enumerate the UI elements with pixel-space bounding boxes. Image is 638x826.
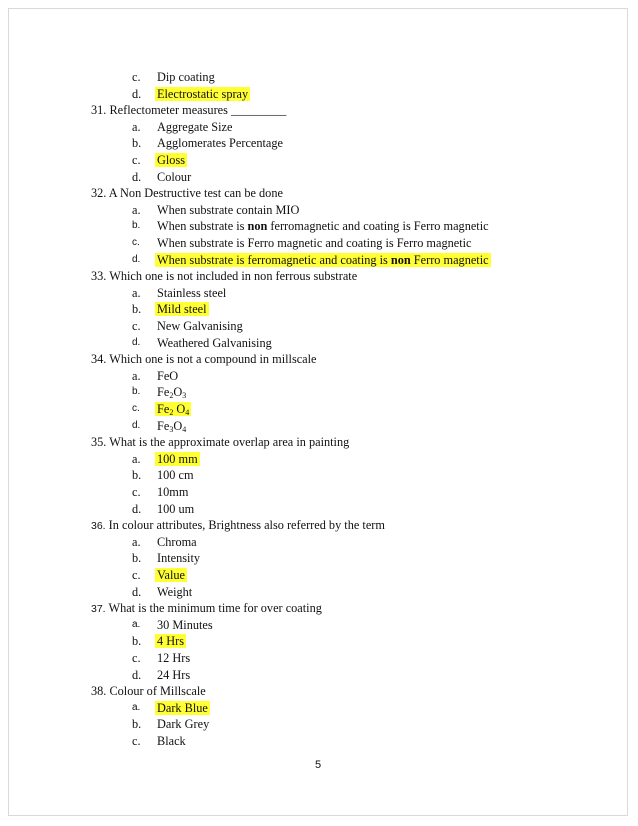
option-content [157, 468, 194, 482]
option-content [155, 302, 209, 316]
answer-option [9, 169, 627, 185]
highlighted-answer [157, 252, 491, 268]
option-text [157, 667, 190, 683]
text-run: Intensity [157, 551, 201, 566]
option-letter: d. [132, 667, 142, 682]
answer-option [9, 368, 627, 384]
text-run: O [173, 418, 183, 433]
answer-option [9, 86, 627, 102]
option-content [157, 618, 213, 632]
text-run: Fe [157, 402, 170, 416]
answer-option [9, 700, 627, 716]
answer-option [9, 716, 627, 732]
page-number: 5 [314, 759, 322, 771]
text-run: ferromagnetic and coating is Ferro magnetic [267, 219, 489, 234]
option-content [155, 87, 250, 101]
answer-option [9, 301, 627, 317]
option-content [157, 120, 232, 134]
question [91, 600, 322, 616]
text-run: Fe [157, 385, 170, 400]
answer-option [9, 617, 627, 633]
question [91, 268, 357, 284]
answer-option [9, 152, 627, 168]
text-run: 100 um [157, 501, 195, 516]
option-content [155, 634, 186, 648]
option-letter: b. [132, 302, 142, 317]
option-letter: b. [132, 717, 142, 732]
text-run: Weight [157, 584, 193, 599]
option-text [157, 384, 186, 400]
bold-word: non [247, 219, 268, 234]
text-run: When substrate is Ferro magnetic and coating is Ferro magnetic [157, 236, 472, 250]
answer-option [9, 252, 627, 268]
answer-option [9, 584, 627, 600]
answer-option [9, 534, 627, 550]
option-letter: c. [132, 485, 141, 499]
option-content [155, 452, 200, 466]
option-content [157, 369, 178, 383]
answer-option [9, 218, 627, 234]
text-run: When substrate is ferromagnetic and coating is [157, 252, 391, 267]
highlighted-answer [157, 567, 187, 583]
option-letter: c. [132, 734, 141, 748]
text-run: 36. [91, 520, 106, 533]
option-letter: d. [132, 86, 142, 101]
option-letter: c. [132, 153, 141, 167]
text-run: Colour [157, 169, 192, 184]
answer-option [9, 401, 627, 417]
text-run: Aggregate Size [157, 119, 233, 134]
text-run: 30 Minutes [157, 617, 213, 632]
text-run: Black [157, 734, 186, 748]
subscript: 4 [182, 424, 187, 434]
option-content [157, 336, 272, 350]
answer-option [9, 501, 627, 517]
option-letter: d. [132, 501, 142, 516]
text-run: Ferro magnetic [410, 252, 489, 267]
answer-option [9, 467, 627, 483]
option-letter: b. [132, 468, 142, 483]
option-content [155, 701, 210, 715]
answer-option [9, 285, 627, 301]
text-run: Agglomerates Percentage [157, 136, 283, 151]
text-run: 10mm [157, 485, 189, 499]
option-letter: a. [132, 534, 141, 549]
text-run: 35. What is the approximate overlap area in painting [91, 435, 350, 450]
option-text [157, 501, 194, 517]
option-letter: b. [132, 220, 141, 232]
text-run: Gloss [157, 153, 186, 167]
option-letter: d. [132, 169, 142, 184]
answer-option [9, 567, 627, 583]
option-letter: c. [132, 403, 140, 414]
option-content [155, 568, 187, 582]
option-text [157, 335, 272, 351]
highlighted-answer [157, 152, 187, 168]
text-run: 37. [91, 603, 106, 616]
text-run: New Galvanising [157, 319, 243, 333]
answer-option [9, 650, 627, 666]
option-text [157, 202, 299, 218]
document-page [8, 8, 628, 816]
option-letter: c. [132, 319, 141, 333]
text-run: In colour attributes, Brightness also referred by the term [105, 518, 385, 533]
option-letter: d. [132, 419, 141, 431]
option-letter: b. [132, 551, 142, 566]
text-run: Fe [157, 418, 170, 433]
highlighted-answer [157, 451, 200, 467]
option-text [157, 235, 472, 251]
subscript: 2 [169, 408, 174, 417]
highlighted-answer [157, 633, 186, 649]
text-run: 4 Hrs [157, 634, 184, 649]
highlighted-answer [157, 301, 209, 317]
text-run: Mild steel [157, 302, 207, 317]
text-run: When substrate is [157, 219, 248, 234]
option-text [157, 318, 243, 334]
option-content [155, 153, 187, 167]
option-letter: b. [132, 136, 142, 151]
highlighted-answer [157, 700, 210, 716]
answer-option [9, 484, 627, 500]
text-run: 38. Colour of Millscale [91, 684, 206, 699]
option-text [157, 716, 209, 732]
option-text [157, 584, 192, 600]
text-run: What is the minimum time for over coating [105, 601, 322, 616]
option-letter: a. [132, 451, 141, 466]
option-content [157, 502, 194, 516]
text-run: FeO [157, 368, 179, 383]
text-run: 32. A Non Destructive test can be done [91, 186, 283, 201]
option-text [157, 418, 186, 434]
answer-option [9, 550, 627, 566]
text-run: O [173, 402, 186, 416]
text-run: 31. Reflectometer measures _________ [91, 103, 287, 118]
option-content [155, 253, 491, 267]
option-content [155, 402, 191, 416]
highlighted-answer [157, 86, 250, 102]
option-letter: a. [132, 119, 141, 134]
option-content [157, 385, 186, 399]
answer-option [9, 451, 627, 467]
subscript: 2 [169, 391, 174, 401]
option-letter: c. [132, 70, 141, 84]
option-text [157, 650, 190, 666]
text-run: When substrate contain MIO [157, 202, 300, 217]
question [91, 517, 385, 533]
answer-option [9, 119, 627, 135]
option-text [157, 69, 215, 85]
option-text [157, 135, 283, 151]
option-letter: c. [132, 237, 140, 248]
answer-option [9, 633, 627, 649]
option-letter: a. [132, 701, 141, 713]
text-run: Value [157, 568, 185, 582]
text-run: 12 Hrs [157, 651, 191, 665]
text-run: 33. Which one is not included in non ferrous substrate [91, 269, 358, 284]
text-run: Electrostatic spray [157, 86, 249, 101]
option-content [157, 236, 472, 250]
text-run: Dip coating [157, 70, 215, 84]
option-text [157, 285, 226, 301]
option-text [157, 467, 194, 483]
option-content [157, 651, 190, 665]
option-letter: a. [132, 368, 141, 383]
highlighted-answer [157, 401, 191, 417]
question [91, 185, 283, 201]
option-content [157, 170, 191, 184]
answer-option [9, 335, 627, 351]
option-content [157, 319, 243, 333]
answer-option [9, 733, 627, 749]
subscript: 3 [169, 424, 174, 434]
subscript: 4 [185, 408, 190, 417]
option-letter: a. [132, 285, 141, 300]
option-content [157, 419, 186, 433]
option-letter: a. [132, 202, 141, 217]
answer-option [9, 384, 627, 400]
question [91, 351, 317, 367]
option-text [157, 119, 232, 135]
option-content [157, 203, 299, 217]
option-letter: d. [132, 584, 142, 599]
option-text [157, 617, 213, 633]
answer-option [9, 418, 627, 434]
text-run: 24 Hrs [157, 667, 191, 682]
text-run: O [173, 385, 183, 400]
option-text [157, 484, 188, 500]
option-content [157, 551, 200, 565]
answer-option [9, 69, 627, 85]
answer-option [9, 667, 627, 683]
option-letter: d. [132, 253, 141, 265]
option-letter: d. [132, 336, 141, 348]
option-letter: b. [132, 634, 142, 649]
subscript: 3 [182, 391, 187, 401]
option-letter: a. [132, 618, 141, 630]
option-text [157, 169, 191, 185]
text-run: 34. Which one is not a compound in millscale [91, 352, 317, 367]
option-content [157, 219, 489, 233]
answer-option [9, 202, 627, 218]
answer-option [9, 318, 627, 334]
option-content [157, 485, 188, 499]
text-run: Dark Grey [157, 717, 210, 732]
option-letter: c. [132, 651, 141, 665]
answer-option [9, 135, 627, 151]
option-content [157, 734, 186, 748]
text-run: 100 mm [157, 451, 198, 466]
bold-word: non [390, 252, 411, 267]
text-run: 100 cm [157, 468, 194, 483]
option-content [157, 535, 197, 549]
option-content [157, 136, 283, 150]
option-letter: b. [132, 386, 141, 398]
question [91, 434, 349, 450]
option-content [157, 585, 192, 599]
text-run: Chroma [157, 534, 197, 549]
text-run: Weathered Galvanising [157, 335, 272, 350]
option-content [157, 668, 190, 682]
option-content [157, 70, 215, 84]
text-run: Dark Blue [157, 700, 208, 715]
question [91, 102, 286, 118]
option-letter: c. [132, 568, 141, 582]
option-content [157, 286, 226, 300]
option-text [157, 368, 178, 384]
answer-option [9, 235, 627, 251]
text-run: Stainless steel [157, 285, 227, 300]
option-text [157, 733, 186, 749]
option-text [157, 218, 489, 234]
option-text [157, 550, 200, 566]
option-text [157, 534, 197, 550]
option-content [157, 717, 209, 731]
question [91, 683, 206, 699]
